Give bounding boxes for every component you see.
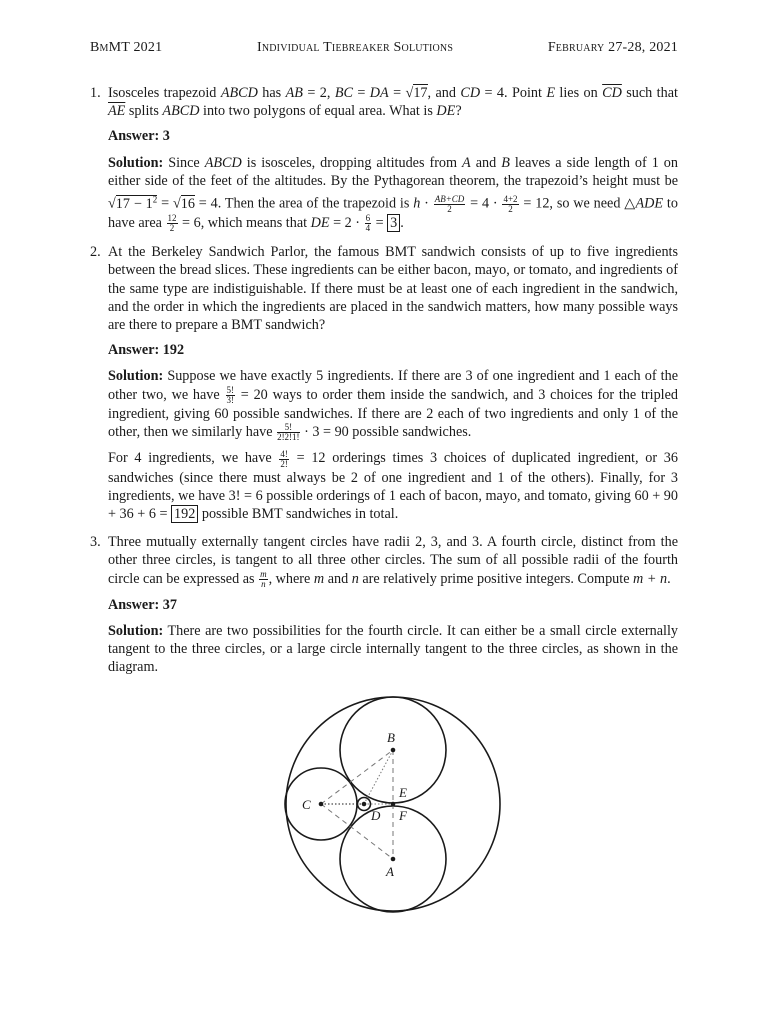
answer: Answer: 192 (108, 342, 185, 359)
problem-3 (90, 533, 678, 676)
solution: Solution: There are two possibilities for the fourth circle. It can either be a small circle externally tangent to the three circles, or a large circle internally tangent to the three circles, as shown in the diagram. (108, 623, 678, 676)
fraction: $\frac{5!}{3!}$ (226, 384, 234, 405)
boxed-answer: 3 (387, 214, 400, 232)
problem-number: 3. (90, 534, 101, 551)
label-f: F (399, 808, 407, 823)
circle-d (358, 798, 371, 811)
header-center: Individual Tiebreaker Solutions (256, 40, 454, 55)
answer: Answer: 37 (108, 596, 177, 613)
problem-statement: Three mutually externally tangent circles have radii 2, 3, and 3. A fourth circle, distinct from the other three circles, is tangent to all three other circles. The sum of all possible radii of the fourth circle can be expressed as $\frac{m}{n}$ , where m and n are relatively prime positive integers. Compute m + n. (108, 534, 678, 589)
problem-2 (90, 243, 678, 523)
fraction: $\frac{4+2}{2}$ (503, 193, 518, 214)
fraction: $\frac{12}{2}$ (167, 213, 177, 234)
boxed-answer: 192 (171, 505, 198, 523)
answer-value: 37 (162, 596, 177, 613)
solution: Solution: Suppose we have exactly 5 ingredients. If there are 3 of one ingredient and 1 each of the other two, we have $\frac{5!}{3!}$ = 20 ways to order them inside the sandwich, and 3 choices for the tripled ingredient, giving 60 possible sandwiches. If there are 2 each of two ingredients and only 1 of the other, then we similarly have $\frac{5!}{2!2!1!}$ · 3 = 90 possible sandwiches. (108, 368, 678, 443)
fraction: $\frac{m}{n}$ (260, 568, 267, 589)
outer-circle (286, 697, 500, 911)
header-right: February 27-28, 2021 (547, 40, 678, 55)
problem-number: 1. (90, 85, 101, 101)
problem-number: 2. (90, 244, 101, 261)
fraction: $\frac{4!}{2!}$ (280, 448, 288, 469)
solution: Solution: Since ABCD is isosceles, dropping altitudes from A and B leaves a side length of 1 on either side of the feet of the altitudes. By the Pythagorean theorem, the trapezoid’s height must be $√17 - 1^2 = √16 = 4$. Then the area of the trapezoid is h · $\frac{AB+CD}{2}$ = 4 · $\frac{4+2}{2}$ = 12, so we need △ADE to have area $\frac{12}{2}$ = 6, which means that DE = 2 · $\frac{6}{4}$ = 3 . (108, 154, 678, 234)
document-body (90, 84, 678, 685)
problem-statement: Isosceles trapezoid ABCD has AB = 2, BC = DA = √17, and CD = 4. Point E lies on $\overline{CD}$ such that $\overline{AE}$ splits ABCD into two polygons of equal area. What is DE? (108, 85, 678, 120)
circle-a (340, 806, 446, 912)
problem-statement: At the Berkeley Sandwich Parlor, the famous BMT sandwich consists of up to five ingredients between the bread slices. These ingredients can be either bacon, mayo, or tomato, and ingredients of the same type are indistiguishable. If there must be at least one of each ingredient in the sandwich, and the order in which the ingredients are placed in the sandwich matters, how many possible ways are there to prepare a BMT sandwich? (108, 244, 678, 334)
label-b: B (387, 730, 395, 745)
page-header (90, 40, 678, 60)
label-e: E (399, 785, 407, 800)
label-c: C (302, 797, 311, 812)
solution-continued: For 4 ingredients, we have $\frac{4!}{2!}$ = 12 orderings times 3 choices of duplicated ingredient, or 36 sandwiches (since there must always be 2 of one ingredient and 1 of the others). Finally, for 3 ingredients, we have 3! = 6 possible orderings of 1 each of bacon, mayo, and tomato, giving 60 + 90 + 36 + 6 = 192 possible BMT sandwiches in total. (108, 448, 678, 522)
problem-1 (90, 84, 678, 233)
circle-c (285, 768, 357, 840)
fraction: $\frac{AB+CD}{2}$ (434, 193, 465, 214)
label-a: A (386, 864, 394, 879)
label-d: D (371, 808, 381, 823)
circle-b (340, 697, 446, 803)
header-left: BmMT 2021 (90, 40, 163, 55)
fraction: $\frac{6}{4}$ (365, 213, 371, 234)
answer: Answer: 3 (108, 128, 170, 145)
answer-value: 3 (162, 128, 170, 145)
fraction: $\frac{5!}{2!2!1!}$ (277, 422, 300, 443)
answer-value: 192 (162, 342, 185, 359)
